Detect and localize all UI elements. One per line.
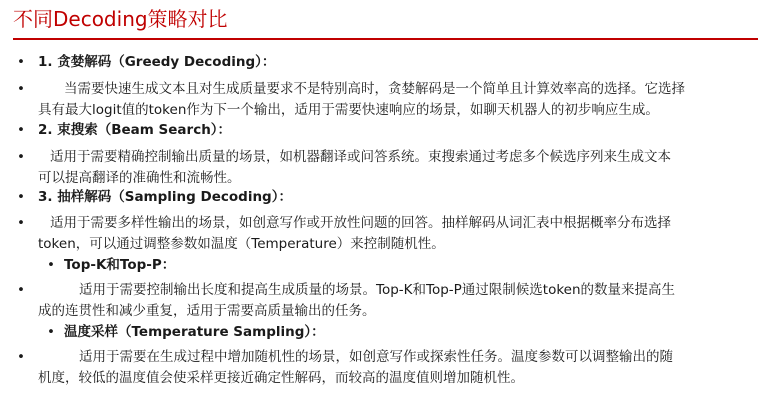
topk-topp-description-line-1: 适用于需要控制输出长度和提高生成质量的场景。Top-K和Top-P通过限制候选token的数量来提高生 (79, 282, 676, 298)
bullet-marker: • (17, 349, 25, 365)
bullet-marker: • (17, 54, 25, 70)
section-heading-sampling: 3. 抽样解码（Sampling Decoding）： (38, 189, 292, 205)
sampling-description-line-1: 适用于需要多样性输出的场景，如创意写作或开放性问题的回答。抽样解码从词汇表中根据概率分布选择 (50, 215, 671, 231)
sub-bullet-marker: • (47, 324, 55, 340)
subheading-temperature: 温度采样（Temperature Sampling）： (64, 324, 325, 340)
greedy-description-line-2: 具有最大logit值的token作为下一个输出，适用于需要快速响应的场景，如聊天机器人的初步响应生成。 (38, 102, 659, 118)
bullet-marker: • (17, 189, 25, 205)
beam-description-line-2: 可以提高翻译的准确性和流畅性。 (38, 170, 241, 186)
bullet-marker: • (17, 81, 25, 97)
sub-bullet-marker: • (47, 257, 55, 273)
bullet-marker: • (17, 149, 25, 165)
subheading-topk-topp: Top-K和Top-P： (64, 257, 176, 273)
bullet-marker: • (17, 282, 25, 298)
sampling-description-line-2: token，可以通过调整参数如温度（Temperature）来控制随机性。 (38, 236, 445, 252)
topk-topp-description-line-2: 成的连贯性和减少重复，适用于需要高质量输出的任务。 (38, 303, 376, 319)
greedy-description-line-1: 当需要快速生成文本且对生成质量要求不是特别高时，贪婪解码是一个简单且计算效率高的选择。它选择 (64, 81, 685, 97)
temperature-description-line-2: 机度，较低的温度值会使采样更接近确定性解码，而较高的温度值则增加随机性。 (38, 370, 524, 386)
beam-description-line-1: 适用于需要精确控制输出质量的场景，如机器翻译或问答系统。束搜索通过考虑多个候选序列来生成文本 (50, 149, 671, 165)
bullet-marker: • (17, 122, 25, 138)
page-title: 不同Decoding策略对比 (13, 7, 228, 31)
section-heading-beam: 2. 束搜索（Beam Search）： (38, 122, 232, 138)
title-divider (13, 38, 758, 40)
temperature-description-line-1: 适用于需要在生成过程中增加随机性的场景，如创意写作或探索性任务。温度参数可以调整输出的随 (79, 349, 673, 365)
section-heading-greedy: 1. 贪婪解码（Greedy Decoding）： (38, 54, 276, 70)
bullet-marker: • (17, 215, 25, 231)
